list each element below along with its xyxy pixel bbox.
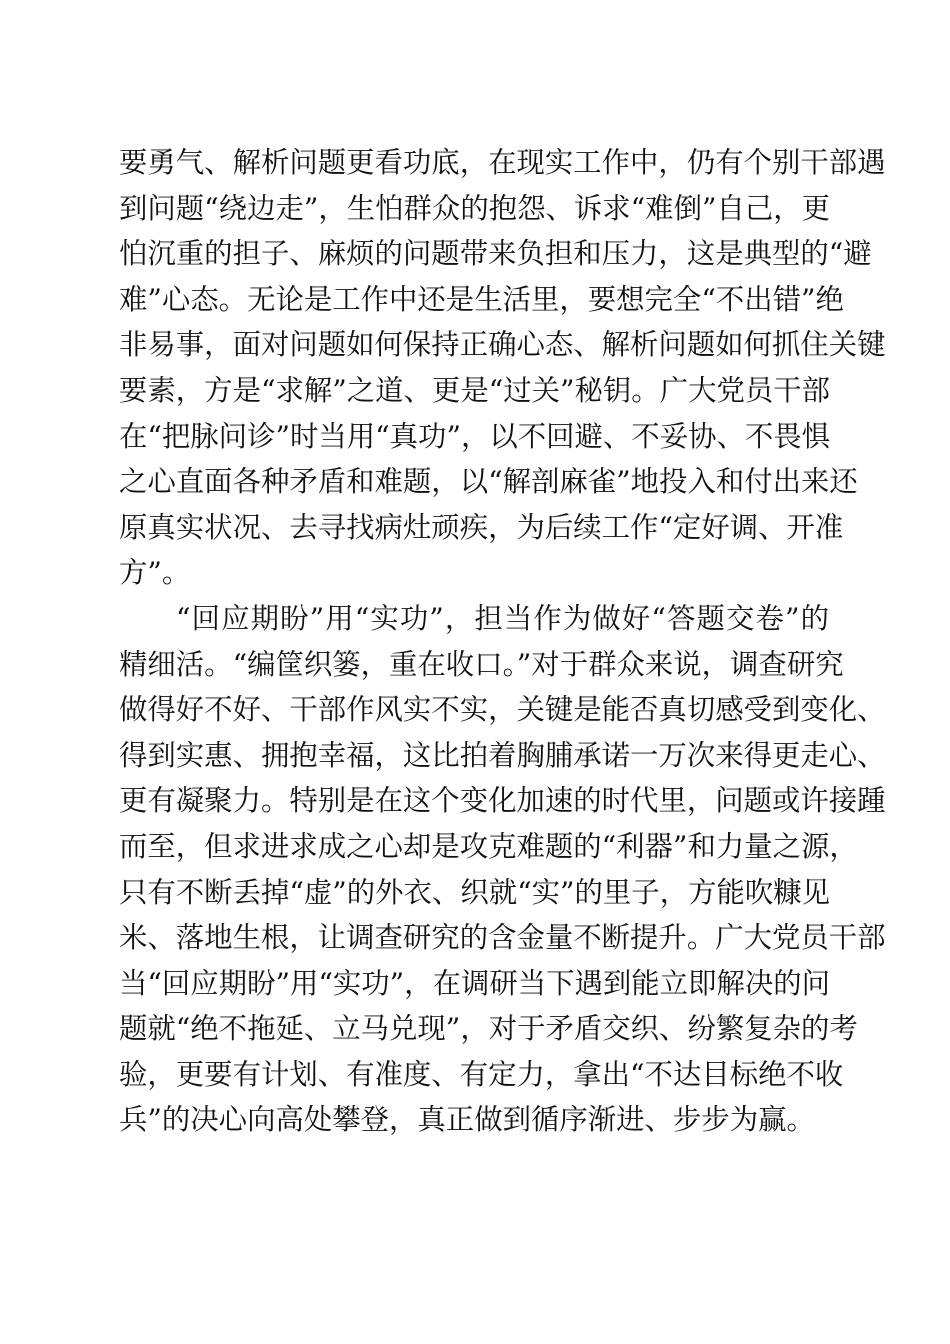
paragraph-line: 之心直面各种矛盾和难题，以“解剖麻雀”地投入和付出来还 xyxy=(119,465,858,499)
paragraph-line: 做得好不好、干部作风实不实，关键是能否真切感受到变化、 xyxy=(119,693,886,727)
paragraph-2 xyxy=(119,596,886,1143)
paragraph-1 xyxy=(119,140,886,596)
paragraph-line: 只有不断丢掉“虚”的外衣、织就“实”的里子，方能吹糠见 xyxy=(119,875,831,909)
paragraph-line: 要素，方是“求解”之道、更是“过关”秘钥。广大党员干部 xyxy=(119,373,831,407)
paragraph-line: 怕沉重的担子、麻烦的问题带来负担和压力，这是典型的“避 xyxy=(119,237,872,271)
paragraph-line: 兵”的决心向高处攀登，真正做到循序渐进、步步为赢。 xyxy=(119,1103,815,1137)
paragraph-line: 得到实惠、拥抱幸福，这比拍着胸脯承诺一万次来得更走心、 xyxy=(119,738,886,772)
paragraph-line: 原真实状况、去寻找病灶顽疾，为后续工作“定好调、开准 xyxy=(119,510,844,544)
document-body xyxy=(119,140,886,1143)
paragraph-line: 米、落地生根，让调查研究的含金量不断提升。广大党员干部 xyxy=(119,921,886,955)
paragraph-line: 要勇气、解析问题更看功底，在现实工作中，仍有个别干部遇 xyxy=(119,146,886,179)
paragraph-line: 到问题“绕边走”，生怕群众的抱怨、诉求“难倒”自己，更 xyxy=(119,191,831,225)
paragraph-line: 在“把脉问诊”时当用“真功”，以不回避、不妥协、不畏惧 xyxy=(119,419,831,453)
paragraph-line: 验，更要有计划、有准度、有定力，拿出“不达目标绝不收 xyxy=(119,1057,844,1091)
paragraph-line: “回应期盼”用“实功”，担当作为做好“答题交卷”的 xyxy=(176,601,829,635)
paragraph-line: 难”心态。无论是工作中还是生活里，要想完全“不出错”绝 xyxy=(119,282,844,316)
paragraph-line: 当“回应期盼”用“实功”，在调研当下遇到能立即解决的问 xyxy=(119,966,831,1000)
paragraph-line: 非易事，面对问题如何保持正确心态、解析问题如何抓住关键 xyxy=(119,328,886,362)
paragraph-line: 而至，但求进求成之心却是攻克难题的“利器”和力量之源， xyxy=(119,829,858,863)
paragraph-line: 题就“绝不拖延、立马兑现”，对于矛盾交织、纷繁复杂的考 xyxy=(119,1012,858,1046)
paragraph-line: 方”。 xyxy=(119,556,191,590)
paragraph-line: 精细活。“编筐织篓，重在收口。”对于群众来说，调查研究 xyxy=(119,647,844,681)
paragraph-line: 更有凝聚力。特别是在这个变化加速的时代里，问题或许接踵 xyxy=(119,784,886,818)
